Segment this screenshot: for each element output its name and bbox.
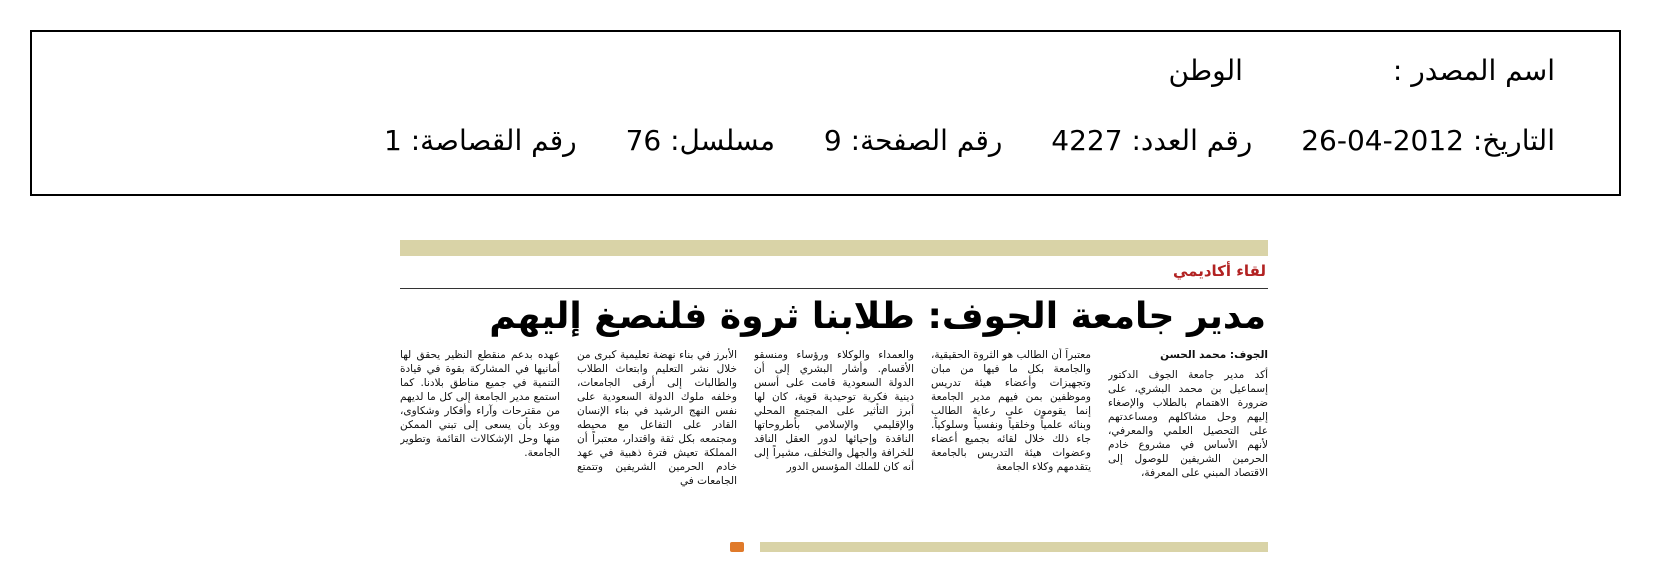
page-value: 9 <box>823 124 842 157</box>
meta-line <box>384 124 1555 157</box>
top-decorative-bar <box>400 240 1268 256</box>
issue-value: 4227 <box>1051 124 1123 157</box>
article-column-2 <box>931 348 1091 528</box>
article-columns <box>400 348 1268 528</box>
column-text: معتبراً أن الطالب هو الثروة الحقيقية، والجامعة بكل ما فيها من مبان وتجهيزات وأعضاء هيئة تدريس وموظفين بمن فيهم مدير الجامعة إنما يقومون على رعاية الطالب وبنائه علمياً وخلقياً ونفسياً وسلوكياً. جاء ذلك خلال لقائه بجميع أعضاء وعضوات هيئة التدريس بالجامعة يتقدمهم وكلاء الجامعة <box>931 349 1091 473</box>
column-text: عهده بدعم منقطع النظير يحقق لها أمانيها في المشاركة بقوة في قيادة التنمية في جميع مناطق بلادنا. كما استمع مدير الجامعة إلى كل ما لديهم من مقترحات وآراء وأفكار وشكاوى، ووعد بأن يسعى إلى تبني الممكن منها وحل الإشكالات القائمة وتطوير الجامعة. <box>400 349 560 459</box>
section-divider <box>400 288 1268 289</box>
date-label: التاريخ: <box>1472 124 1555 157</box>
column-text: والعمداء والوكلاء ورؤساء ومنسقو الأقسام. وأشار البشري إلى أن الدولة السعودية قامت على أسس دينية فكرية توحيدية قوية، كان لها أبرز التأثير على المجتمع المحلي والإقليمي والإسلامي بأطروحاتها الناقدة وإحيائها لدور العقل الناقد للخرافة والجهل والتخلف، مشيراً إلى أنه كان للملك المؤسس الدور <box>754 349 914 473</box>
clip-value: 1 <box>383 124 402 157</box>
column-text: الأبرز في بناء نهضة تعليمية كبرى من خلال نشر التعليم وابتعاث الطلاب والطالبات إلى أرقى الجامعات، وخلفه ملوك الدولة السعودية على نفس النهج الرشيد في بناء الإنسان القادر على التفاعل مع محيطه ومجتمعه بكل ثقة واقتدار، معتبراً أن المملكة تعيش فترة ذهبية في عهد خادم الحرمين الشريفين وتتمتع الجامعات في <box>577 349 737 487</box>
date-value: 2012-04-26 <box>1301 124 1464 157</box>
byline: الجوف: محمد الحسن <box>1160 349 1268 361</box>
newspaper-clipping <box>400 240 1268 552</box>
column-text: أكد مدير جامعة الجوف الدكتور إسماعيل بن محمد البشري، على ضرورة الاهتمام بالطلاب والإصغاء إليهم وحل مشاكلهم ومساعدتهم على التحصيل العلمي والمعرفي، لأنهم الأساس في مشروع خادم الحرمين الشريفين للوصول إلى الاقتصاد المبني على المعرفة، <box>1108 369 1268 479</box>
article-headline: مدير جامعة الجوف: طلابنا ثروة فلنصغ إليهم <box>489 296 1266 337</box>
page-label: رقم الصفحة: <box>850 124 1003 157</box>
article-column-1 <box>1108 348 1268 528</box>
source-info-box <box>30 30 1621 196</box>
bottom-decorative-bar <box>760 542 1268 552</box>
clip-label: رقم القصاصة: <box>410 124 577 157</box>
issue-label: رقم العدد: <box>1131 124 1253 157</box>
serial-value: 76 <box>625 124 662 157</box>
orange-marker <box>730 542 744 552</box>
article-column-4 <box>577 348 737 528</box>
source-value: الوطن <box>1168 54 1243 87</box>
article-column-3 <box>754 348 914 528</box>
article-column-5 <box>400 348 560 528</box>
source-line <box>1169 54 1555 87</box>
source-label: اسم المصدر : <box>1392 54 1555 87</box>
section-label: لقاء أكاديمي <box>1172 262 1266 280</box>
serial-label: مسلسل: <box>670 124 775 157</box>
